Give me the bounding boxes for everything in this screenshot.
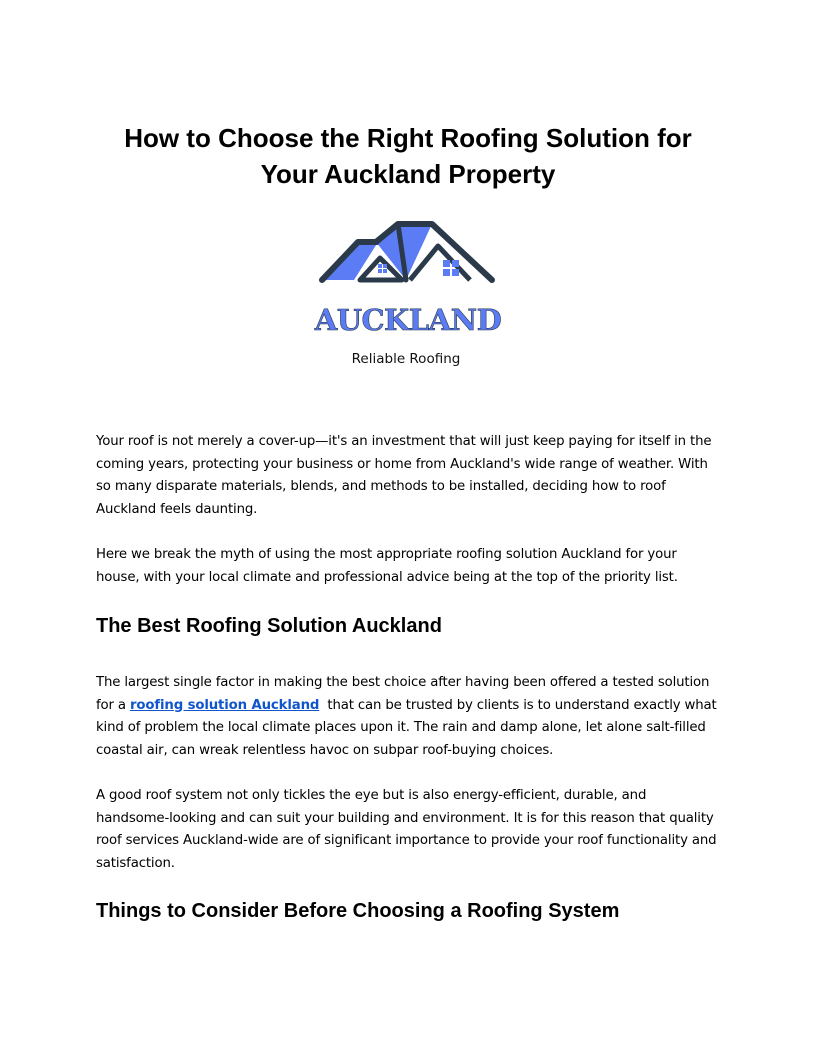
document-title: How to Choose the Right Roofing Solution for Your Auckland Property xyxy=(124,123,692,189)
section1-paragraph-1-text-before: The largest single factor in making the best choice after having been offered a tested solution for a xyxy=(96,675,710,713)
section1-paragraph-2: A good roof system not only tickles the eye but is also energy-efficient, durable, and handsome-looking and can suit your building and environment. It is for this reason that quality roof services Auckland-wide are of significant importance to provide your roof functionality and satisfaction. xyxy=(96,788,717,871)
company-logo xyxy=(314,218,502,374)
section-heading-things-to-consider: Things to Consider Before Choosing a Roofing System xyxy=(96,900,620,922)
roofing-solution-auckland-link[interactable]: roofing solution Auckland xyxy=(130,697,320,713)
intro-paragraph-1: Your roof is not merely a cover-up—it's an investment that will just keep paying for itself in the coming years, protecting your business or home from Auckland's wide range of weather. With so many disparate materials, blends, and methods to be installed, deciding how to roof Auckland feels daunting. xyxy=(96,434,712,517)
section1-paragraph-1-text-after: that can be trusted by clients is to understand exactly what kind of problem the local climate places upon it. The rain and damp alone, let alone salt-filled coastal air, can wreak relentless havoc on subpar roof-buying choices. xyxy=(96,697,721,758)
section-heading-best-roofing: The Best Roofing Solution Auckland xyxy=(96,615,442,637)
logo-brand-text: AUCKLAND xyxy=(314,303,502,337)
logo-tagline: Reliable Roofing xyxy=(351,351,461,367)
intro-paragraph-2: Here we break the myth of using the most appropriate roofing solution Auckland for your house, with your local climate and professional advice being at the top of the priority list. xyxy=(96,547,678,585)
section1-paragraph-1 xyxy=(96,672,722,762)
